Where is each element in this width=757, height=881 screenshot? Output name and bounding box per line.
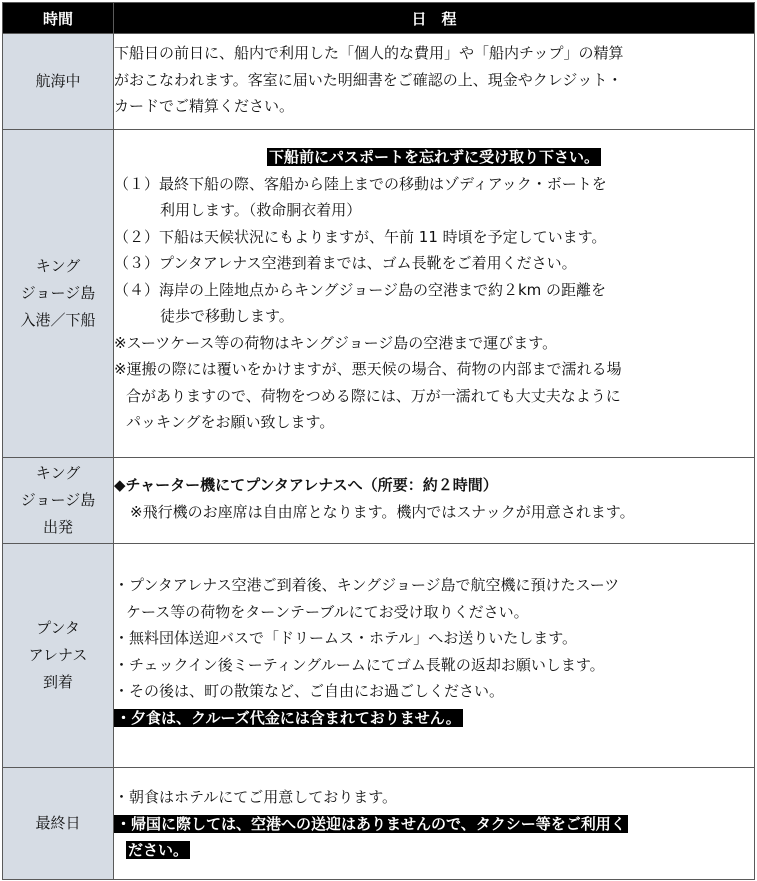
itinerary-table: [2, 2, 755, 880]
text-line: 利用します。（救命胴衣着用）: [160, 201, 362, 219]
text-line: ・朝食はホテルにてご用意しております。: [114, 788, 398, 806]
text-line: パッキングをお願い致します。: [126, 413, 335, 431]
time-cell: [3, 34, 114, 130]
time-label: 到着: [42, 673, 73, 691]
time-label: ジョージ島: [20, 491, 96, 509]
text-line: （２）下船は天候状況にもよりますが、午前 11 時頃を予定しています。: [114, 227, 607, 246]
schedule-cell: [114, 130, 755, 458]
time-label: キング: [35, 257, 81, 275]
text-line: ・その後は、町の散策など、ご自由にお過ごしください。: [114, 682, 505, 700]
time-cell: [3, 130, 114, 458]
text-line: ※運搬の際には覆いをかけますが、悪天候の場合、荷物の内部まで濡れる場: [114, 360, 622, 378]
text-line: 徒歩で移動します。: [160, 307, 294, 325]
passport-notice: 下船前にパスポートを忘れずに受け取り下さい。: [268, 148, 599, 166]
time-label: ジョージ島: [20, 284, 96, 302]
text-line: 下船日の前日に、船内で利用した「個人的な費用」や「船内チップ」の精算: [114, 44, 624, 62]
text-line: ◆チャーター機にてプンタアレナスへ（所要：約２時間）: [114, 476, 498, 494]
time-label: 航海中: [35, 72, 81, 90]
text-line: がおこなわれます。客室に届いた明細書をご確認の上、現金やクレジット・: [114, 70, 623, 89]
text-line: ・チェックイン後ミーティングルームにてゴム長靴の返却お願いします。: [114, 655, 605, 674]
text-line: ケース等の荷物をターンテーブルにてお受け取りください。: [126, 602, 529, 621]
time-cell: [3, 768, 114, 880]
dinner-notice: ・夕食は、クルーズ代金には含まれておりません。: [116, 708, 461, 727]
schedule-cell: [114, 768, 755, 880]
schedule-cell: [114, 458, 755, 544]
time-label: 出発: [42, 518, 73, 536]
transfer-notice: ・帰国に際しては、空港への送迎はありませんので、タクシー等をご利用く: [116, 814, 626, 833]
header-row: [3, 3, 755, 34]
schedule-cell: [114, 544, 755, 768]
header-time: 時間: [3, 3, 114, 34]
row-at-sea: [3, 34, 755, 130]
text-line: カードでご精算ください。: [114, 97, 295, 115]
time-label: プンタ: [36, 619, 80, 637]
text-line: （３）プンタアレナス空港到着までは、ゴム長靴をご着用ください。: [114, 254, 577, 272]
time-cell: [3, 544, 114, 768]
time-cell: [3, 458, 114, 544]
header-schedule: 日 程: [114, 3, 755, 34]
text-line: （４）海岸の上陸地点からキングジョージ島の空港まで約２km の距離を: [114, 280, 607, 299]
text-line: ※飛行機のお座席は自由席となります。機内ではスナックが用意されます。: [130, 502, 635, 521]
row-king-george-arrival: [3, 130, 755, 458]
text-line: 合がありますので、荷物をつめる際には、万が一濡れても大丈夫なように: [126, 386, 621, 405]
text-line: ※スーツケース等の荷物はキングジョージ島の空港まで運びます。: [114, 333, 558, 352]
row-final-day: [3, 768, 755, 880]
schedule-cell: [114, 34, 755, 130]
time-label: アレナス: [28, 646, 88, 664]
text-line: ・無料団体送迎バスで「ドリームス・ホテル」へお送りいたします。: [114, 629, 578, 647]
row-punta-arenas-arrival: [3, 544, 755, 768]
text-line: （１）最終下船の際、客船から陸上までの移動はゾディアック・ボートを: [114, 174, 607, 193]
time-label: 最終日: [35, 814, 81, 832]
time-label: 入港／下船: [20, 311, 96, 329]
row-king-george-departure: [3, 458, 755, 544]
time-label: キング: [35, 464, 81, 482]
text-line: ・プンタアレナス空港ご到着後、キングジョージ島で航空機に預けたスーツ: [114, 576, 620, 594]
transfer-notice: ださい。: [128, 841, 189, 859]
